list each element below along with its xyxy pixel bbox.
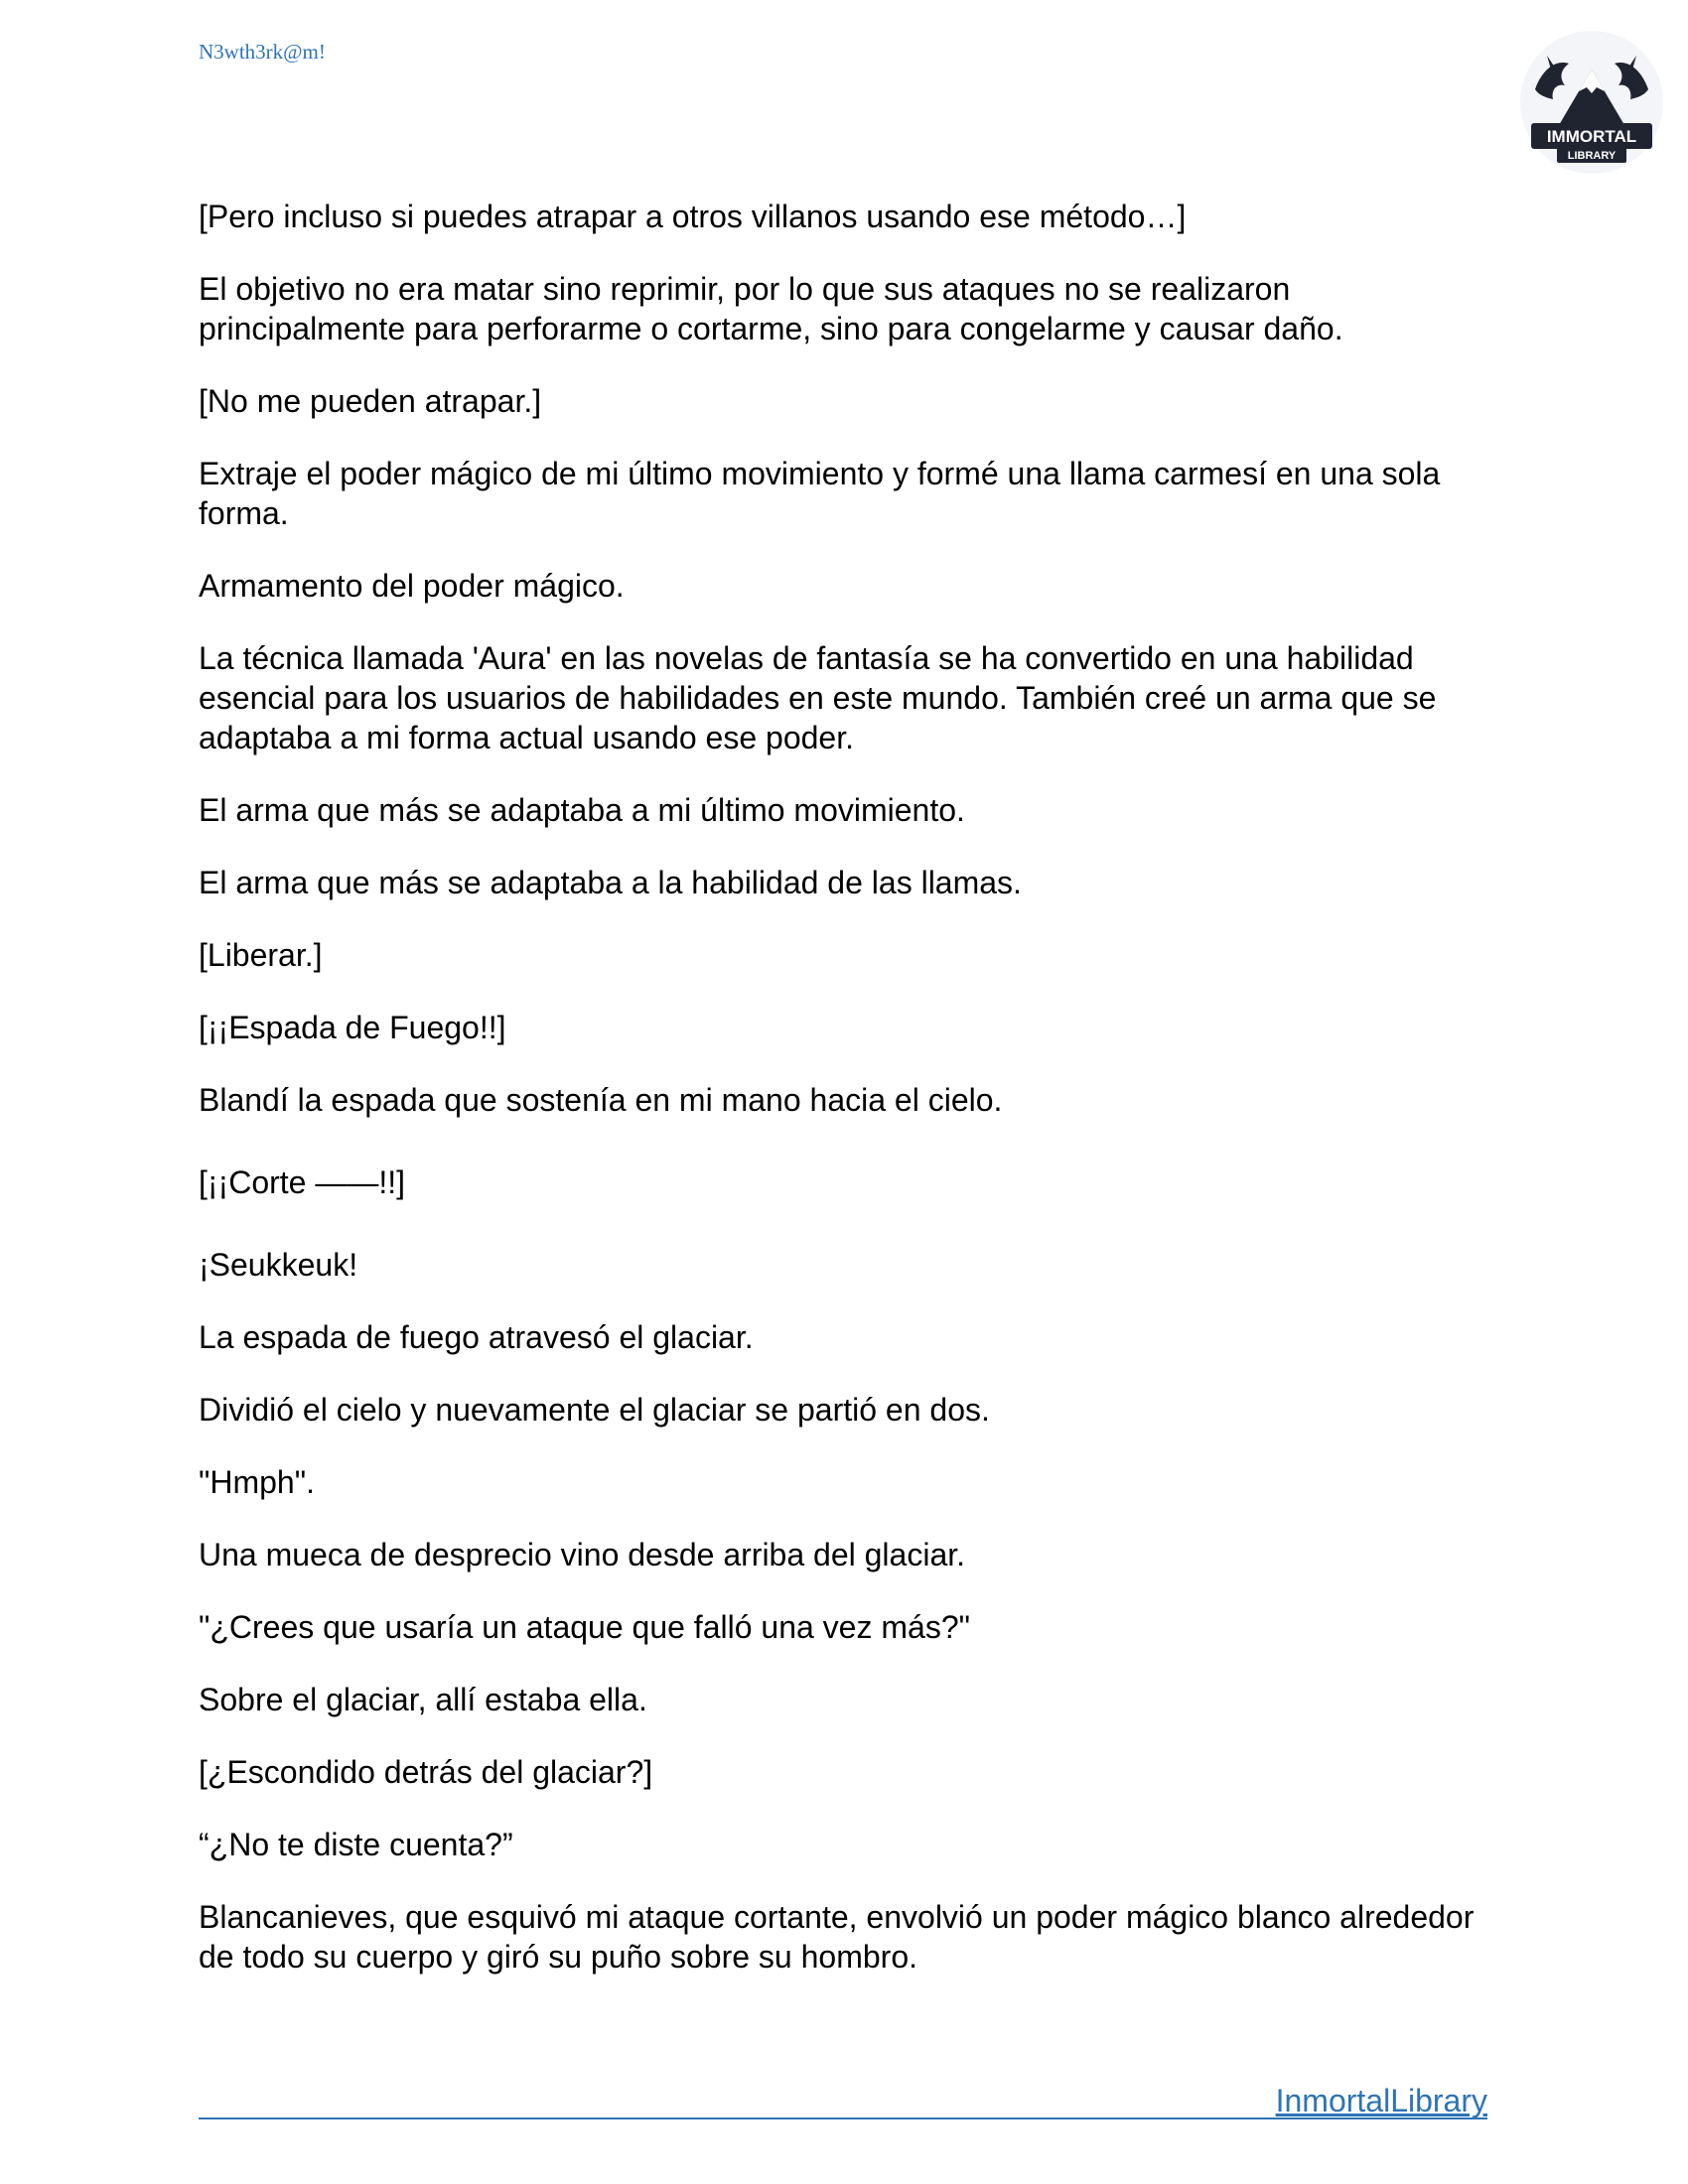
paragraph: Armamento del poder mágico. <box>199 568 625 604</box>
paragraph: Dividió el cielo y nuevamente el glaciar se partió en dos. <box>199 1392 990 1428</box>
paragraph: La espada de fuego atravesó el glaciar. <box>199 1319 754 1355</box>
paragraph: El arma que más se adaptaba a la habilidad de las llamas. <box>199 865 1022 900</box>
paragraph: Extraje el poder mágico de mi último movimiento y formé una llama carmesí en una sola forma. <box>199 456 1441 531</box>
logo-text-immortal: IMMORTAL <box>1546 127 1637 146</box>
paragraph: [¡¡Corte ——!!] <box>199 1164 406 1200</box>
paragraph: Sobre el glaciar, allí estaba ella. <box>199 1682 647 1717</box>
paragraph: El objetivo no era matar sino reprimir, por lo que sus ataques no se realizaron principalmente para perforarme o cortarme, sino para congelarme y causar daño. <box>199 271 1343 346</box>
paragraph: Blandí la espada que sostenía en mi mano hacia el cielo. <box>199 1082 1003 1118</box>
paragraph: [No me pueden atrapar.] <box>199 383 542 419</box>
paragraph: [¡¡Espada de Fuego!!] <box>199 1010 506 1045</box>
logo-text-library: LIBRARY <box>1567 150 1617 162</box>
header-tag: N3wth3rk@m! <box>199 40 326 64</box>
paragraph: "¿Crees que usaría un ataque que falló una vez más?" <box>199 1609 970 1645</box>
paragraph: "Hmph". <box>199 1464 315 1500</box>
paragraph: Una mueca de desprecio vino desde arriba del glaciar. <box>199 1537 966 1572</box>
footer-link-inmortallibrary[interactable]: InmortalLibrary <box>1275 2083 1487 2118</box>
paragraph: [Liberar.] <box>199 937 323 973</box>
chapter-body <box>199 197 1489 2009</box>
paragraph: [¿Escondido detrás del glaciar?] <box>199 1754 653 1790</box>
paragraph: El arma que más se adaptaba a mi último movimiento. <box>199 792 965 828</box>
paragraph: La técnica llamada 'Aura' en las novelas de fantasía se ha convertido en una habilidad esencial para los usuarios de habilidades en este mundo. También creé un arma que se adaptaba a mi forma actual usando ese poder. <box>199 640 1437 755</box>
paragraph: [Pero incluso si puedes atrapar a otros villanos usando ese método…] <box>199 199 1187 234</box>
immortal-library-logo-icon <box>1517 28 1666 177</box>
paragraph: Blancanieves, que esquivó mi ataque cortante, envolvió un poder mágico blanco alrededor de todo su cuerpo y giró su puño sobre su hombro. <box>199 1899 1475 1975</box>
paragraph: ¡Seukkeuk! <box>199 1247 358 1283</box>
paragraph: “¿No te diste cuenta?” <box>199 1827 513 1862</box>
